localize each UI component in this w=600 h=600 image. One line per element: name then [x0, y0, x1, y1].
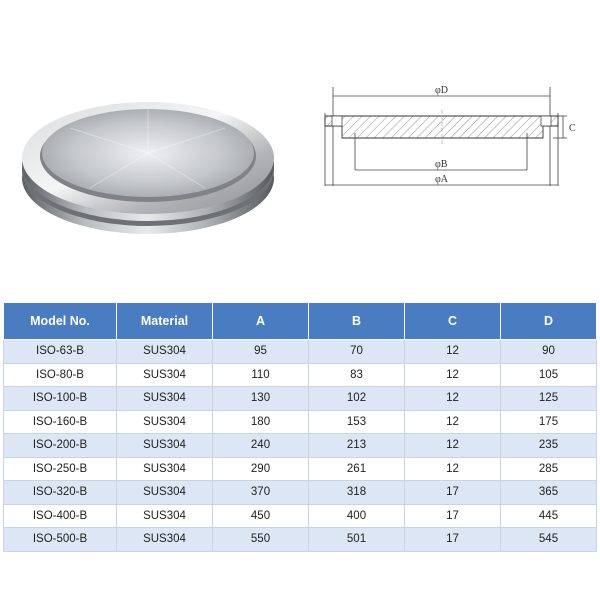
cell-model: ISO-200-B: [4, 434, 117, 458]
cell-b: 70: [309, 340, 405, 364]
cell-material: SUS304: [117, 457, 213, 481]
cell-b: 153: [309, 410, 405, 434]
cell-a: 110: [213, 363, 309, 387]
cell-c: 17: [405, 504, 501, 528]
cell-a: 95: [213, 340, 309, 364]
cell-b: 400: [309, 504, 405, 528]
cell-d: 545: [501, 528, 597, 552]
cell-a: 450: [213, 504, 309, 528]
cell-a: 130: [213, 387, 309, 411]
cell-material: SUS304: [117, 410, 213, 434]
cell-a: 370: [213, 481, 309, 505]
cell-model: ISO-400-B: [4, 504, 117, 528]
table-row: [4, 481, 597, 505]
cell-b: 83: [309, 363, 405, 387]
cell-d: 90: [501, 340, 597, 364]
cell-d: 175: [501, 410, 597, 434]
cell-model: ISO-160-B: [4, 410, 117, 434]
cell-material: SUS304: [117, 340, 213, 364]
cell-d: 105: [501, 363, 597, 387]
table-row: [4, 387, 597, 411]
cell-model: ISO-100-B: [4, 387, 117, 411]
table-row: [4, 410, 597, 434]
cell-b: 102: [309, 387, 405, 411]
cell-c: 17: [405, 481, 501, 505]
cell-c: 17: [405, 528, 501, 552]
cell-d: 125: [501, 387, 597, 411]
cell-a: 550: [213, 528, 309, 552]
column-header-model: Model No.: [4, 303, 117, 340]
table-row: [4, 528, 597, 552]
cell-b: 318: [309, 481, 405, 505]
cell-c: 12: [405, 457, 501, 481]
cell-a: 290: [213, 457, 309, 481]
table-row: [4, 434, 597, 458]
dimension-label-d: φD: [435, 85, 448, 96]
cell-b: 261: [309, 457, 405, 481]
table-row: [4, 363, 597, 387]
cell-model: ISO-80-B: [4, 363, 117, 387]
cell-material: SUS304: [117, 363, 213, 387]
cell-material: SUS304: [117, 434, 213, 458]
cell-model: ISO-250-B: [4, 457, 117, 481]
cell-material: SUS304: [117, 528, 213, 552]
table-row: [4, 340, 597, 364]
cell-c: 12: [405, 340, 501, 364]
dimension-label-c: C: [569, 123, 576, 134]
cell-material: SUS304: [117, 387, 213, 411]
cell-b: 501: [309, 528, 405, 552]
cell-d: 235: [501, 434, 597, 458]
cell-c: 12: [405, 387, 501, 411]
cell-a: 180: [213, 410, 309, 434]
cell-d: 445: [501, 504, 597, 528]
dimension-label-a: φA: [435, 174, 448, 185]
dimension-label-b: φB: [435, 159, 448, 170]
cell-model: ISO-63-B: [4, 340, 117, 364]
column-header-d: D: [501, 303, 597, 340]
cell-material: SUS304: [117, 504, 213, 528]
cell-model: ISO-320-B: [4, 481, 117, 505]
cell-a: 240: [213, 434, 309, 458]
cell-c: 12: [405, 410, 501, 434]
table-row: [4, 457, 597, 481]
column-header-material: Material: [117, 303, 213, 340]
column-header-c: C: [405, 303, 501, 340]
cell-b: 213: [309, 434, 405, 458]
cell-c: 12: [405, 363, 501, 387]
cell-material: SUS304: [117, 481, 213, 505]
column-header-b: B: [309, 303, 405, 340]
flange-product-photo: [10, 78, 285, 248]
table-header-row: [4, 303, 597, 340]
table-row: [4, 504, 597, 528]
cell-model: ISO-500-B: [4, 528, 117, 552]
cell-c: 12: [405, 434, 501, 458]
flange-cross-section-drawing: [315, 78, 585, 193]
table-body: [4, 340, 597, 552]
column-header-a: A: [213, 303, 309, 340]
spec-table: [3, 302, 597, 552]
cell-d: 365: [501, 481, 597, 505]
cell-d: 285: [501, 457, 597, 481]
